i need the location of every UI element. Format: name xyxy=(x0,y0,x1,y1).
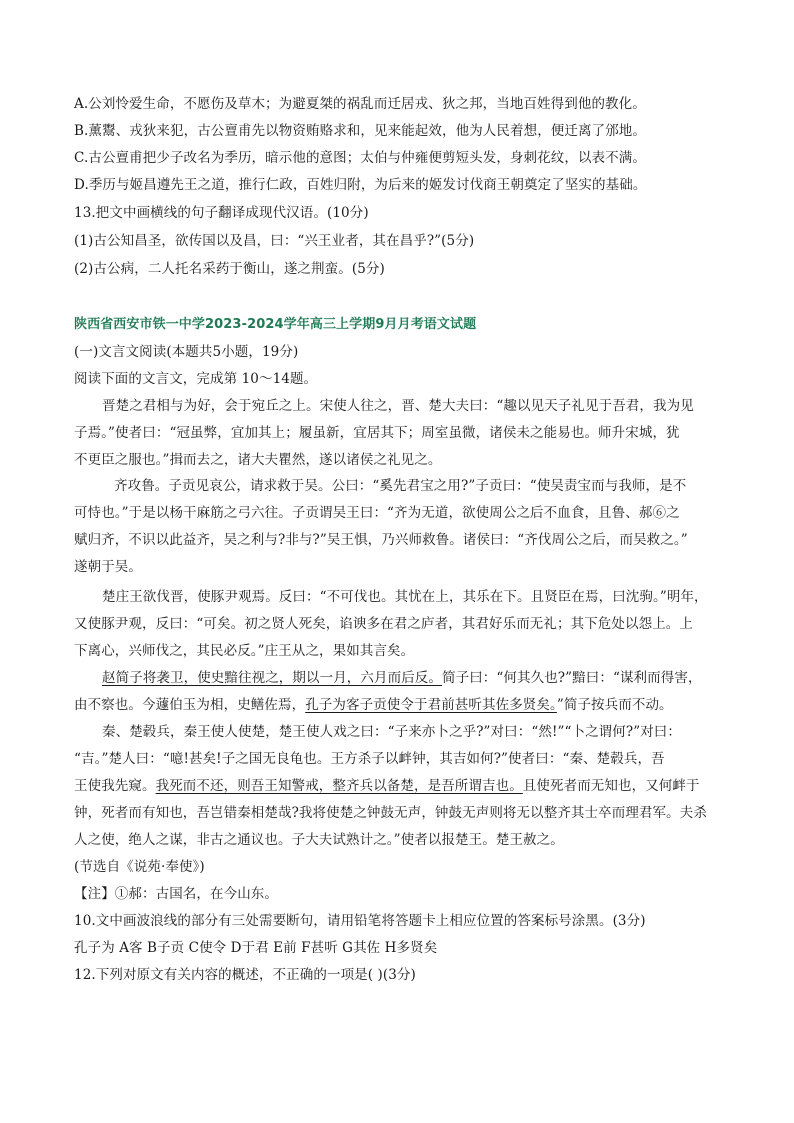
paragraph-5-text: 且使死者而无知也，又何衅于 xyxy=(522,778,700,794)
paragraph-3-line: 下离心，兴师伐之，其民必反。”庄王从之，果如其言矣。 xyxy=(74,643,415,659)
option-a: A.公刘怜爱生命，不愿伤及草木；为避夏桀的祸乱而迁居戎、狄之邦，当地百姓得到他的教化。 xyxy=(74,96,646,112)
question-10-options: 孔子为 A客 B子贡 C使令 D于君 E前 F甚听 G其佐 H多贤矣 xyxy=(74,940,438,956)
paragraph-4-text: 简子曰：“何其久也?”黯曰：“谋利而得害， xyxy=(442,670,702,686)
paragraph-1-line: 晋楚之君相与为好，会于宛丘之上。宋使人往之，晋、楚大夫曰：“趣以见天子礼见于吾君，我为见 xyxy=(102,398,694,414)
paragraph-5-line: 钟，死者而有知也，吾岂错秦相楚哉?我将使楚之钟鼓无声，钟鼓无声则将无以整齐其士卒而理君军。夫杀 xyxy=(74,805,707,821)
paragraph-5-line: 人之使，绝人之谋，非古之通议也。子大夫试熟计之。”使者以报楚王。楚王赦之。 xyxy=(74,832,564,848)
option-d: D.季历与姬昌遵先王之道，推行仁政，百姓归附，为后来的姬发讨伐商王朝奠定了坚实的基础。 xyxy=(74,177,647,193)
paragraph-4-text: ”简子按兵而不动。 xyxy=(556,697,673,713)
paragraph-4-line-1 xyxy=(102,668,734,688)
paragraph-3-line: 又使豚尹观，反曰：“可矣。初之贤人死矣，谄谀多在君之庐者，其君好乐而无礼；其下危处以怨上。上 xyxy=(74,616,693,632)
option-b: B.薰鬻、戎狄来犯，古公亶甫先以物资贿赂求和，见来能起效，他为人民着想，便迁离了邠地。 xyxy=(74,123,647,139)
paragraph-3-line: 楚庄王欲伐晋，使豚尹观焉。反曰：“不可伐也。其忧在上，其乐在下。且贤臣在焉，曰沈驹。”明年， xyxy=(102,589,708,605)
paragraph-2-line: 遂朝于吴。 xyxy=(74,559,142,575)
section-instruction: 阅读下面的文言文，完成第 10～14题。 xyxy=(74,371,318,387)
question-13-part-1: (1)古公知昌圣，欲传国以及昌，曰：“兴王业者，其在昌乎?”(5分) xyxy=(74,233,475,249)
underlined-sentence: 我死而不还，则吾王知警戒，整齐兵以备楚，是吾所谓吉也。 xyxy=(155,778,523,794)
paragraph-4-text: 由不察也。今蘧伯玉为相，史鳝佐焉， xyxy=(74,697,306,713)
wavy-line-passage: 孔子为客子贡使令于君前甚听其佐多贤矣。 xyxy=(305,697,557,713)
section-title: 陕西省西安市铁一中学2023-2024学年高三上学期9月月考语文试题 xyxy=(74,317,477,332)
question-10: 10.文中画波浪线的部分有三处需要断句，请用铅笔将答题卡上相应位置的答案标号涂黑。(3分) xyxy=(74,913,646,929)
paragraph-2-line: 赋归齐，不识以此益齐，吴之利与?非与?”吴王惧，乃兴师救鲁。诸侯曰：“齐伐周公之后，而吴救之。” xyxy=(74,532,688,548)
paragraph-2-line: 齐攻鲁。子贡见哀公，请求救于吴。公曰：“奚先君宝之用?”子贡曰：“使吴责宝而与我师，是不 xyxy=(114,478,687,494)
paragraph-5-line: 秦、楚毂兵，秦王使人使楚，楚王使人戏之曰：“子来亦卜之乎?”对曰：“然!”“卜之谓何?”对曰： xyxy=(102,724,682,740)
source-citation: (节选自《说苑·奉使》) xyxy=(74,859,205,875)
section-part-heading: (一)文言文阅读(本题共5小题，19分) xyxy=(74,344,299,360)
question-12: 12.下列对原文有关内容的概述，不正确的一项是( )(3分) xyxy=(74,967,416,983)
paragraph-2-line: 可恃也。”于是以杨干麻筋之弓六往。子贡谓吴王曰：“齐为无道，欲使周公之后不血食，且鲁、郝⑥之 xyxy=(74,505,680,521)
paragraph-5-line-3 xyxy=(74,776,734,796)
question-13-part-2: (2)古公病，二人托名采药于衡山，遂之荆蛮。(5分) xyxy=(74,261,385,277)
paragraph-1-line: 不更臣之服也。”揖而去之，诸大夫瞿然，遂以诸侯之礼见之。 xyxy=(74,452,442,468)
paragraph-5-text: 王使我先窥。 xyxy=(74,778,156,794)
paragraph-5-line: “吉。”楚人曰：“噫!甚矣!子之国无良龟也。王方杀子以衅钟，其吉如何?”使者曰：“秦、楚毂兵，吾 xyxy=(74,751,665,767)
underlined-sentence: 赵简子将袭卫，使史黯往视之，期以一月，六月而后反。 xyxy=(102,670,442,686)
question-13-heading: 13.把文中画横线的句子翻译成现代汉语。(10分) xyxy=(74,205,369,221)
option-c: C.古公亶甫把少子改名为季历，暗示他的意图；太伯与仲雍便剪短头发，身刺花纹，以表不满。 xyxy=(74,150,646,166)
footnote: 【注】①郝：古国名，在今山东。 xyxy=(74,886,278,902)
paragraph-4-line-2 xyxy=(74,695,734,715)
paragraph-1-line: 子焉。”使者曰：“冠虽弊，宜加其上；履虽新，宜居其下；周室虽微，诸侯未之能易也。师升宋城，犹 xyxy=(74,425,680,441)
